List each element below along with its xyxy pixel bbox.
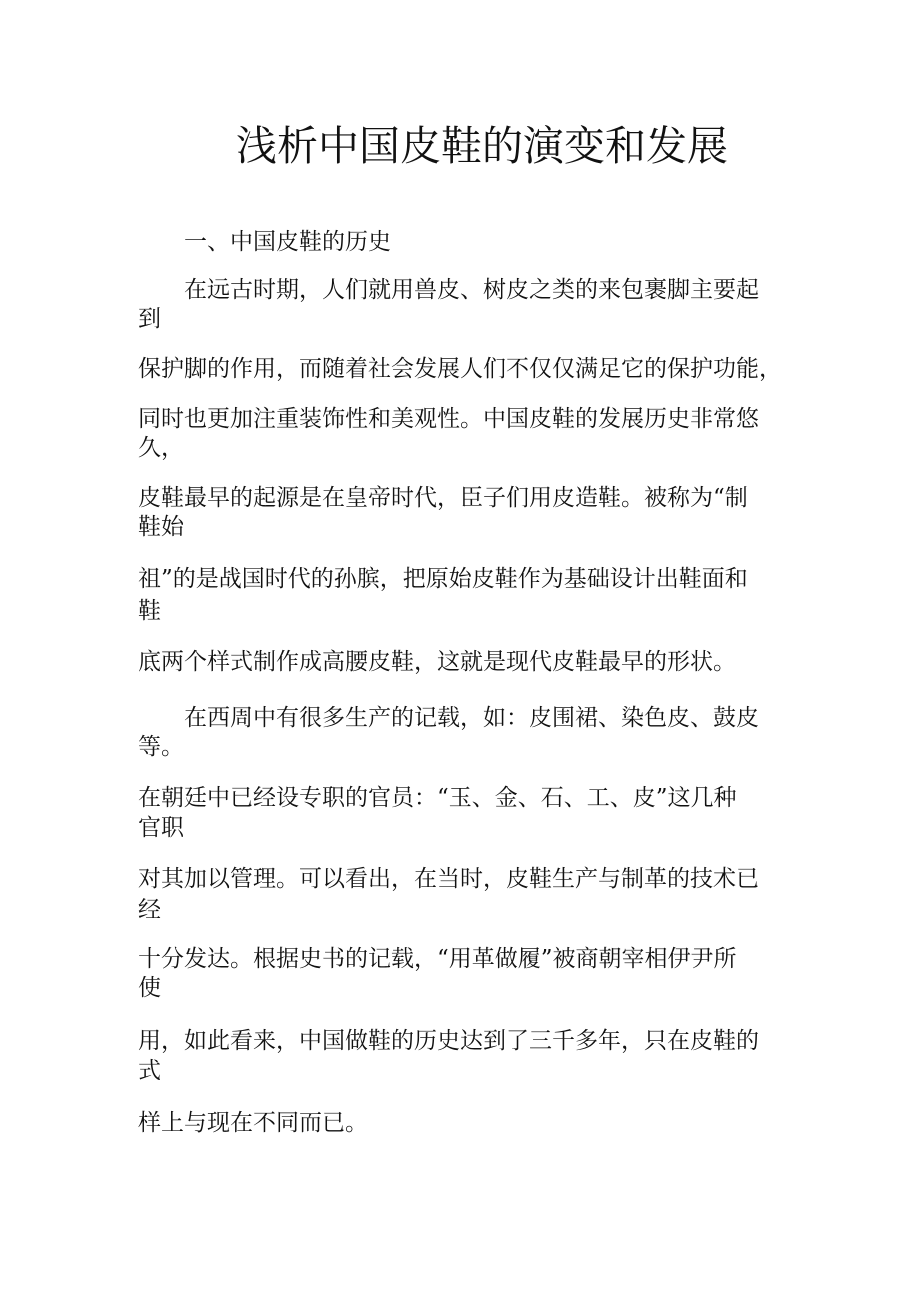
text-line-13: 在朝廷中已经设专职的官员：“玉、金、石、工、皮”这几种 bbox=[138, 785, 737, 811]
text-line-17: 十分发达。根据史书的记载，“用革做履”被商朝宰相伊尹所 bbox=[138, 946, 737, 972]
text-line-5: 久， bbox=[138, 435, 184, 461]
document-title: 浅析中国皮鞋的演变和发展 bbox=[236, 122, 728, 170]
text-line-10: 底两个样式制作成高腰皮鞋，这就是现代皮鞋最早的形状。 bbox=[138, 649, 736, 675]
text-line-3: 保护脚的作用，而随着社会发展人们不仅仅满足它的保护功能， bbox=[138, 356, 782, 382]
text-line-1: 在远古时期，人们就用兽皮、树皮之类的来包裹脚主要起 bbox=[184, 277, 759, 303]
text-line-11: 在西周中有很多生产的记载，如：皮围裙、染色皮、鼓皮 bbox=[184, 705, 759, 731]
text-line-16: 经 bbox=[138, 897, 161, 923]
text-line-12: 等。 bbox=[138, 734, 184, 760]
section-heading: 一、中国皮鞋的历史 bbox=[184, 229, 391, 255]
text-line-2: 到 bbox=[138, 306, 161, 332]
text-line-4: 同时也更加注重装饰性和美观性。中国皮鞋的发展历史非常悠 bbox=[138, 406, 759, 432]
text-line-9: 鞋 bbox=[138, 598, 161, 624]
text-line-8: 祖”的是战国时代的孙膑，把原始皮鞋作为基础设计出鞋面和 bbox=[138, 566, 748, 592]
text-line-19: 用，如此看来，中国做鞋的历史达到了三千多年，只在皮鞋的 bbox=[138, 1028, 759, 1054]
text-line-14: 官职 bbox=[138, 815, 184, 841]
text-line-18: 使 bbox=[138, 975, 161, 1001]
text-line-21: 样上与现在不同而已。 bbox=[138, 1110, 368, 1136]
text-line-6: 皮鞋最早的起源是在皇帝时代，臣子们用皮造鞋。被称为“制 bbox=[138, 485, 748, 511]
text-line-20: 式 bbox=[138, 1058, 161, 1084]
text-line-15: 对其加以管理。可以看出，在当时，皮鞋生产与制革的技术已 bbox=[138, 866, 759, 892]
text-line-7: 鞋始 bbox=[138, 514, 184, 540]
